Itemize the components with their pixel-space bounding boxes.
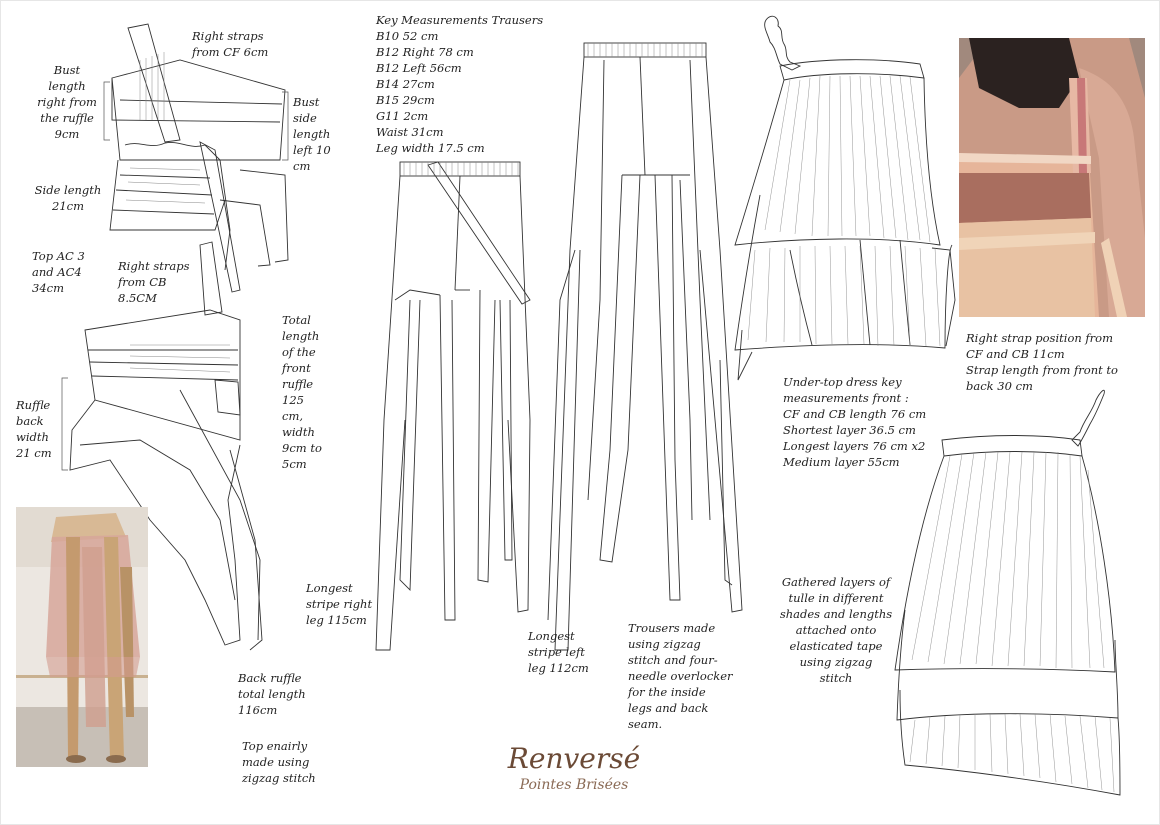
dress-bottom-strap: [1072, 390, 1104, 446]
right-strap-position-note: Right strap position from CF and CB 11cm Strap length from front to back 30 cm: [966, 331, 1118, 393]
total-length-front-ruffle-note: Total length of the front ruffle 125 cm, width 9cm to 5cm: [282, 313, 322, 471]
gathered-layers-note: Gathered layers of tulle in different shades and lengths attached onto elasticated tape using zigzag stitch: [779, 575, 893, 685]
right-straps-cf-note: Right straps from CF 6cm: [192, 29, 269, 59]
brand-subtitle: Pointes Brisées: [519, 777, 629, 793]
side-length-note: Side length 21cm: [34, 183, 102, 213]
dress-bottom-layer-1: [895, 456, 1115, 672]
longest-stripe-left-note: Longest stripe left leg 112cm: [528, 629, 589, 675]
back-ruffle-total-note: Back ruffle total length 116cm: [238, 671, 306, 717]
dress-bottom-layer-2: [897, 610, 1118, 720]
dress-bottom-elastic: [942, 436, 1082, 457]
top-entirely-note: Top enairly made using zigzag stitch: [242, 739, 316, 785]
bust-length-right-note: Bust length right from the ruffle 9cm: [37, 63, 97, 141]
under-top-dress-note: Under-top dress key measurements front : CF and CB length 76 cm Shortest layer 36.5 cm Longest layers 76 cm x2 Medium layer 55cm: [783, 375, 927, 469]
trousers-made-note: Trousers made using zigzag stitch and four- needle overlocker for the inside legs and back seam.: [628, 621, 733, 731]
back-view-photo: [959, 38, 1145, 317]
top-ac-note: Top AC 3 and AC4 34cm: [32, 249, 85, 295]
ruffle-back-width-note: Ruffle back width 21 cm: [16, 398, 52, 460]
dress-top-strap: [765, 16, 800, 70]
longest-stripe-right-note: Longest stripe right leg 115cm: [306, 581, 373, 627]
right-straps-cb-note: Right straps from CB 8.5CM: [118, 259, 190, 305]
brand-title: Renversé: [507, 742, 641, 775]
bust-side-length-left-note: Bust side length left 10 cm: [293, 95, 331, 173]
dress-top-elastic: [780, 60, 924, 80]
key-measurements-trousers: Key Measurements Trausers B10 52 cm B12 Right 78 cm B12 Left 56cm B14 27cm B15 29cm G11 2cm Waist 31cm Leg width 17.5 cm: [376, 13, 544, 155]
dress-top-layer-1: [735, 78, 940, 245]
dress-top-layer-2: [735, 195, 952, 350]
